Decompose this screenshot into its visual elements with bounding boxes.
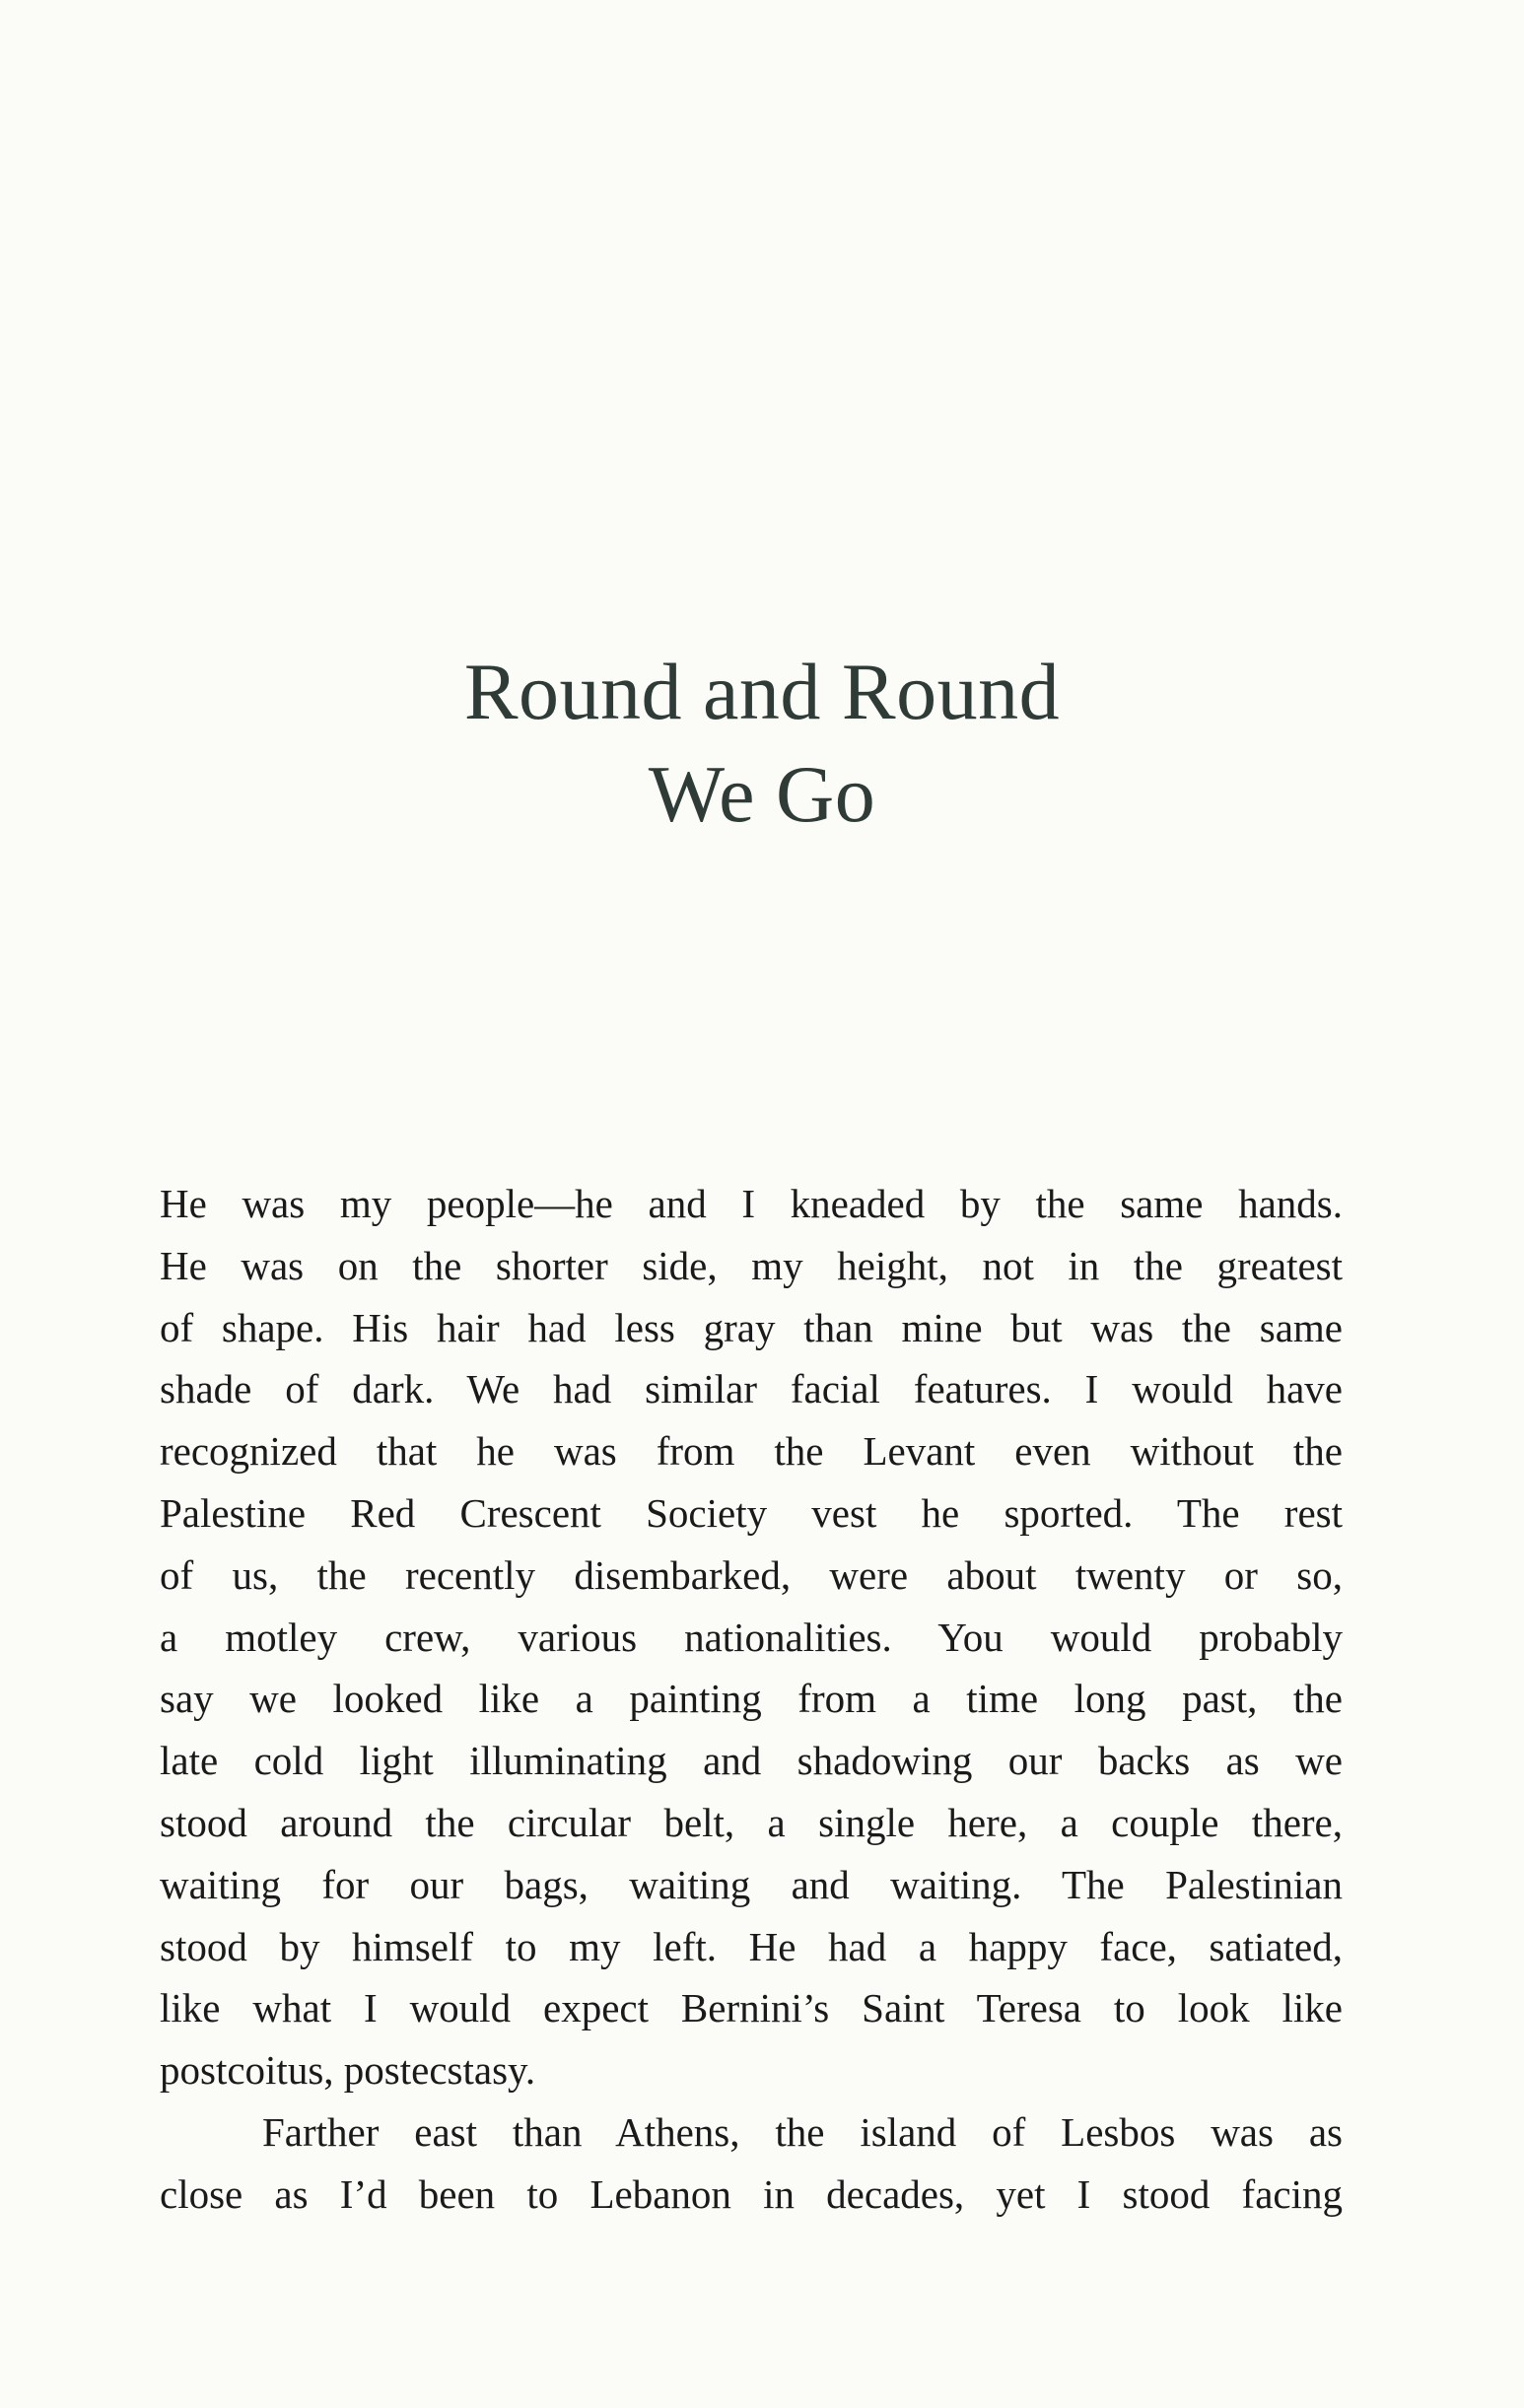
text-line: shade of dark. We had similar facial features. I would have: [160, 1366, 1343, 1412]
text-line: Palestine Red Crescent Society vest he sported. The rest: [160, 1489, 1343, 1536]
chapter-title: [0, 641, 1524, 846]
text-line: Farther east than Athens, the island of Lesbos was as: [262, 2108, 1343, 2155]
text-line: of shape. His hair had less gray than mine but was the same: [160, 1304, 1343, 1350]
text-line: a motley crew, various nationalities. You would probably: [160, 1614, 1343, 1660]
text-line: He was my people—he and I kneaded by the same hands.: [160, 1181, 1343, 1226]
chapter-title-line-1: Round and Round: [463, 647, 1061, 736]
text-line: recognized that he was from the Levant even without the: [160, 1428, 1343, 1475]
text-line: He was on the shorter side, my height, not in the greatest: [160, 1242, 1343, 1288]
text-line: late cold light illuminating and shadowing our backs as we: [160, 1738, 1343, 1784]
chapter-title-line-2: We Go: [648, 749, 876, 839]
text-line: like what I would expect Bernini’s Saint Teresa to look like: [160, 1985, 1343, 2031]
body-text: [160, 1173, 1343, 2226]
text-line: waiting for our bags, waiting and waiting. The Palestinian: [160, 1861, 1343, 1907]
text-line: stood by himself to my left. He had a happy face, satiated,: [160, 1923, 1343, 1969]
text-line: stood around the circular belt, a single here, a couple there,: [160, 1799, 1343, 1845]
paragraph-1: [160, 1173, 1343, 2101]
text-line: say we looked like a painting from a time long past, the: [160, 1676, 1343, 1722]
text-line: postcoitus, postecstasy.: [160, 2047, 536, 2094]
paragraph-2: [160, 2101, 1343, 2226]
text-line: of us, the recently disembarked, were about twenty or so,: [160, 1551, 1343, 1598]
text-line: close as I’d been to Lebanon in decades, yet I stood facing: [160, 2170, 1343, 2217]
